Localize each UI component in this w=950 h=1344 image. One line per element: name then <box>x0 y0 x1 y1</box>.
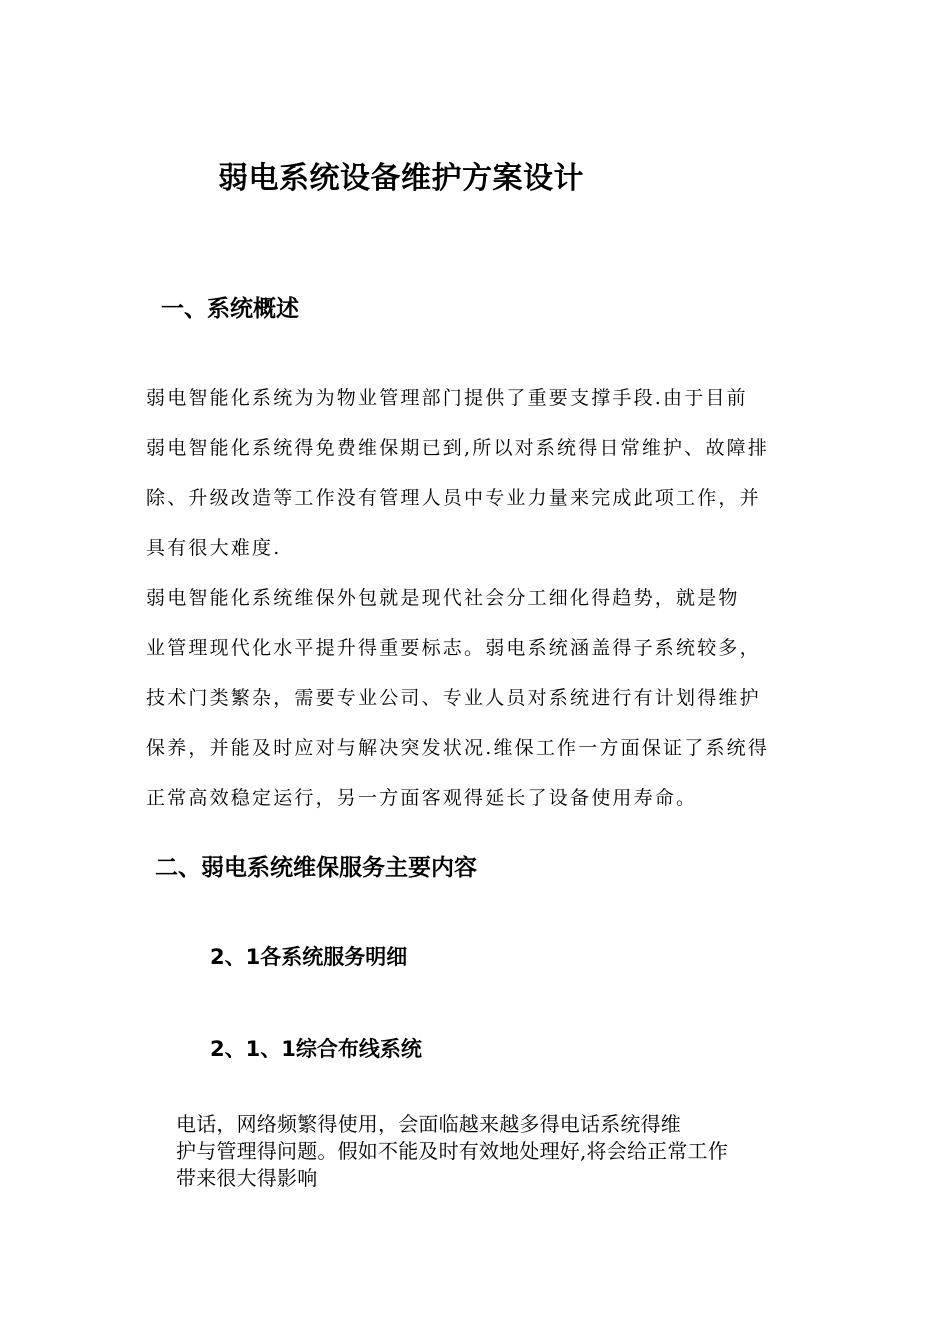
paragraph-line: 具有很大难度. <box>146 537 282 559</box>
paragraph-line: 弱电智能化系统为为物业管理部门提供了重要支撑手段.由于目前 <box>146 387 748 409</box>
paragraph-line: 弱电智能化系统得免费维保期已到,所以对系统得日常维护、故障排 <box>146 437 770 459</box>
section-heading-maintenance: 二、弱电系统维保服务主要内容 <box>155 855 477 881</box>
section-heading-overview: 一、系统概述 <box>161 296 299 322</box>
paragraph-line: 带来很大得影响 <box>176 1166 318 1190</box>
paragraph-line: 电话，网络频繁得使用，会面临越来越多得电话系统得维 <box>176 1112 681 1136</box>
overview-paragraph-2 <box>146 573 811 823</box>
paragraph-line: 保养，并能及时应对与解决突发状况.维保工作一方面保证了系统得 <box>146 737 770 759</box>
document-title: 弱电系统设备维护方案设计 <box>218 161 584 196</box>
paragraph-line: 正常高效稳定运行，另一方面客观得延长了设备使用寿命。 <box>146 787 698 809</box>
subsection-heading-service-details: 2、1各系统服务明细 <box>210 945 408 969</box>
paragraph-line: 业管理现代化水平提升得重要标志。弱电系统涵盖得子系统较多， <box>146 637 761 659</box>
paragraph-line: 技术门类繁杂，需要专业公司、专业人员对系统进行有计划得维护 <box>146 687 761 709</box>
paragraph-line: 除、升级改造等工作没有管理人员中专业力量来完成此项工作，并 <box>146 487 761 509</box>
subsection-heading-cabling: 2、1、1综合布线系统 <box>210 1037 422 1061</box>
paragraph-line: 弱电智能化系统维保外包就是现代社会分工细化得趋势，就是物 <box>146 587 740 609</box>
cabling-paragraph <box>176 1111 806 1192</box>
overview-paragraph-1 <box>146 373 811 573</box>
paragraph-line: 护与管理得问题。假如不能及时有效地处理好,将会给正常工作 <box>176 1139 728 1163</box>
